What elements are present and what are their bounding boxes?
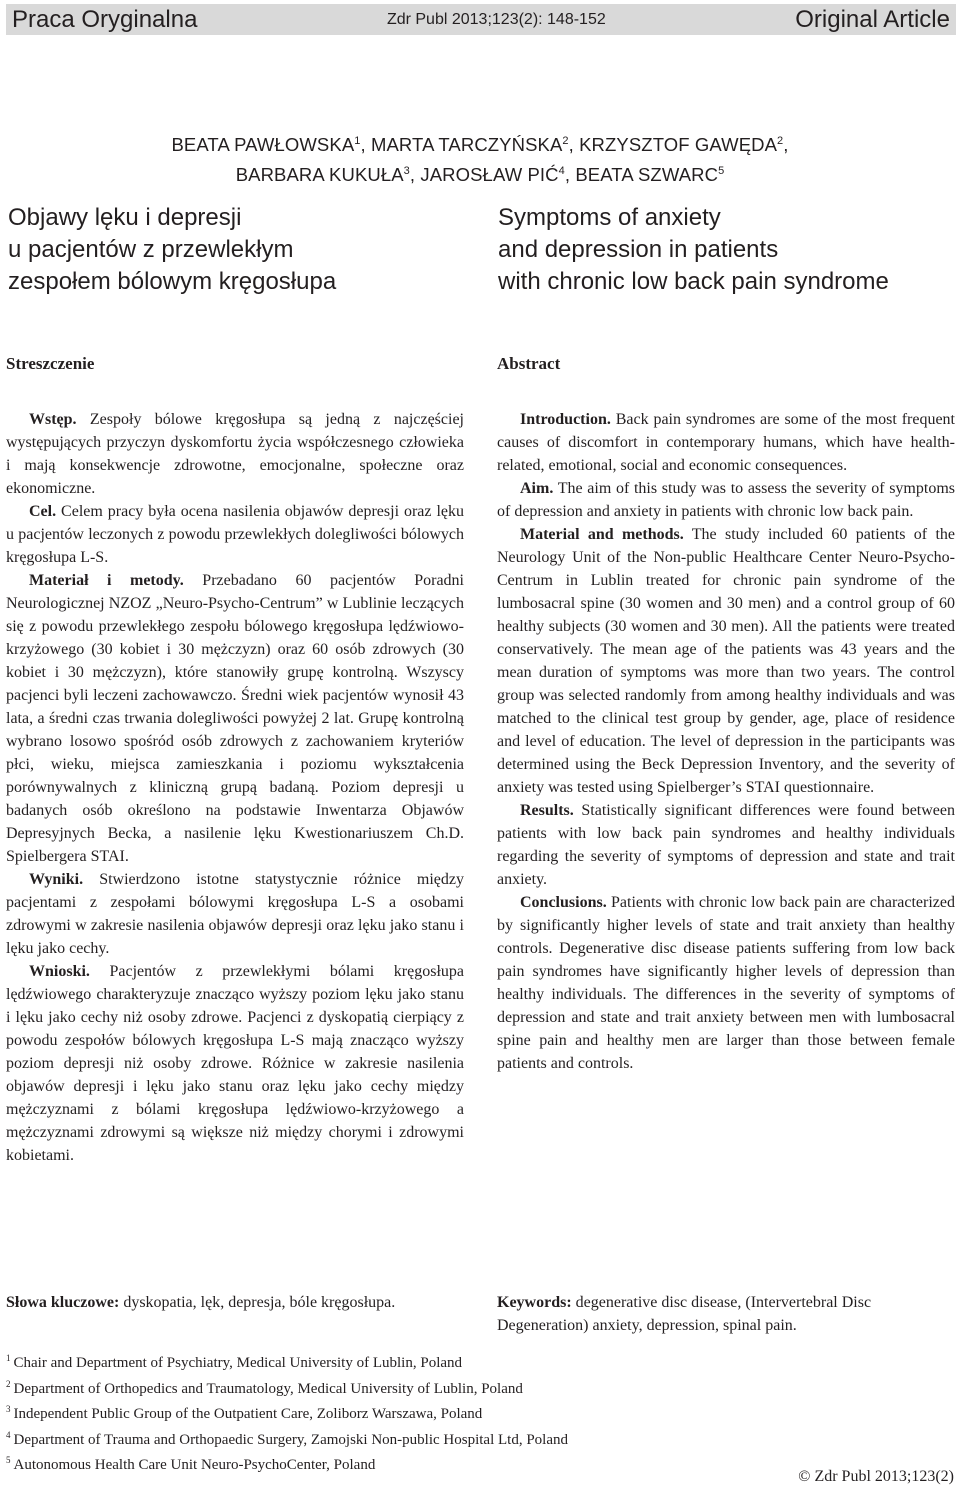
author-affiliation-sup: 5 xyxy=(718,165,725,178)
footnote-item xyxy=(6,1450,906,1476)
abstract-english xyxy=(497,408,955,1075)
abstract-paragraph xyxy=(497,408,955,477)
footnote-text: Department of Trauma and Orthopaedic Surgery, Zamojski Non-public Hospital Ltd, Poland xyxy=(13,1431,568,1448)
footnote-item xyxy=(6,1399,906,1425)
title-line: Objawy lęku i depresji xyxy=(8,204,242,231)
keywords-polish xyxy=(6,1291,466,1314)
footnote-item xyxy=(6,1348,906,1374)
title-polish xyxy=(8,202,478,298)
author-line-2: BARBARA KUKUŁA$^3$, JAROSŁAW PIĆ$^4$, BEATA SZWARC$^5$ xyxy=(235,164,725,186)
footnote-number: 4 xyxy=(6,1429,11,1440)
paragraph-text: Pacjentów z przewlekłymi bólami kręgosłupa lędźwiowego charakteryzuje znacząco wyższy poziom lęku jako stanu i lęku jako cechy niż osoby zdrowe. Pacjenci z dyskopatią cierpiący z powodu zespołów bólowych kręgosłupa L-S mają znacząco wyższy poziom depresji niż osoby zdrowe. Różnice w zakresie nasilenia objawów depresji i lęku jako stanu oraz lęku jako cechy między mężczyznami z bólami kręgosłupa lędźwiowo-krzyżowego a mężczyznami zdrowymi są większe niż między chorymi i zdrowymi kobietami. xyxy=(6,963,464,1164)
footnote-item xyxy=(6,1374,906,1400)
footnote-number: 5 xyxy=(6,1455,11,1465)
abstract-paragraph xyxy=(497,891,955,1075)
abstract-paragraph xyxy=(497,523,955,799)
paragraph-text: Przebadano 60 pacjentów Poradni Neurologicznej NZOZ „Neuro-Psycho-Centrum” w Lublinie leczących się z powodu przewlekłego zespołu bólowego kręgosłupa lędźwiowo-krzyżowego (30 kobiet i 30 mężczyzn) oraz 60 osób zdrowych (30 kobiet i 30 mężczyzn), które stanowiły grupę kontrolną. Wszyscy pacjenci byli leczeni zachowawczo. Średni wiek pacjentów wynosił 43 lata, a średni czas trwania dolegliwości powyżej 2 lat. Grupę kontrolną wybrano losowo spośród osób zdrowych z zachowaniem kryteriów płci, wieku, miejsca zamieszkania i poziomu wykształcenia porównywalnych z kliniczną grupą badaną. Poziom depresji u badanych osób określono na podstawie Inwentarza Objawów Depresyjnych Becka, a nasilenie lęku Kwestionariuszem Ch.D. Spielbergera STAI. xyxy=(6,572,464,865)
author-name: BARBARA KUKUŁA xyxy=(235,164,404,186)
paragraph-label: Introduction. xyxy=(520,411,611,428)
footnote-text: Department of Orthopedics and Traumatology, Medical University of Lublin, Poland xyxy=(13,1380,523,1397)
abstract-paragraph xyxy=(6,569,464,868)
title-line: with chronic low back pain syndrome xyxy=(498,268,889,295)
abstract-paragraph xyxy=(6,868,464,960)
keywords-english xyxy=(497,1291,957,1337)
paragraph-label: Conclusions. xyxy=(520,894,607,911)
copyright-notice: © Zdr Publ 2013;123(2) xyxy=(798,1468,954,1485)
title-line: zespołem bólowym kręgosłupa xyxy=(8,268,337,295)
author-affiliation-sup: 2 xyxy=(777,135,784,147)
author-name: KRZYSZTOF GAWĘDA xyxy=(579,134,778,156)
footnote-text: Autonomous Health Care Unit Neuro-PsychoCenter, Poland xyxy=(13,1457,376,1473)
header-citation: Zdr Publ 2013;123(2): 148-152 xyxy=(386,10,606,28)
footnote-text: Independent Public Group of the Outpatient Care, Zoliborz Warszawa, Poland xyxy=(13,1406,483,1422)
affiliation-footnotes xyxy=(6,1348,906,1476)
paragraph-label: Wyniki. xyxy=(29,871,84,888)
paragraph-label: Aim. xyxy=(520,480,554,497)
author-line-1: BEATA PAWŁOWSKA$^1$, MARTA TARCZYŃSKA$^2$, KRZYSZTOF GAWĘDA$^2$, xyxy=(171,134,789,156)
author-affiliation-sup: 4 xyxy=(558,165,565,178)
header-article-type-pl: Praca Oryginalna xyxy=(12,5,198,33)
paragraph-text: The study included 60 patients of the Neurology Unit of the Non-public Healthcare Center Neuro-Psycho-Centrum in Lublin treated for chronic pain syndrome of the lumbosacral spine (30 women and 30 men) and a control group of 60 healthy subjects (30 women and 30 men). All the patients were treated conservatively. The mean age of the patients was 43 years and the mean duration of symptoms was more than two years. The control group was selected randomly from among healthy individuals and was matched to the clinical test group by gender, age, place of residence and level of education. The level of depression in the participants was determined using the Beck Depression Inventory, and the severity of anxiety was tested using Spielberger’s STAI questionnaire. xyxy=(497,526,955,796)
title-english xyxy=(498,202,958,298)
journal-header-bar xyxy=(6,4,956,35)
author-affiliation-sup: 1 xyxy=(354,135,361,147)
author-name: MARTA TARCZYŃSKA xyxy=(370,134,563,156)
author-affiliation-sup: 3 xyxy=(403,165,410,178)
footnote-text: Chair and Department of Psychiatry, Medical University of Lublin, Poland xyxy=(13,1355,463,1371)
author-name: BEATA SZWARC xyxy=(575,164,719,186)
keywords-label: Słowa kluczowe: xyxy=(6,1294,120,1311)
paragraph-label: Material and methods. xyxy=(520,526,684,543)
footnote-number: 2 xyxy=(6,1378,11,1389)
paragraph-label: Cel. xyxy=(29,503,57,520)
paragraph-text: The aim of this study was to assess the severity of symptoms of depression and anxiety in patients with chronic low back pain. xyxy=(497,480,955,520)
paragraph-text: Zespoły bólowe kręgosłupa są jedną z najczęściej występujących przyczyn dyskomfortu życia współczesnego człowieka i mają konsekwencje zdrowotne, emocjonalne, społeczne oraz ekonomiczne. xyxy=(6,411,464,497)
paragraph-label: Results. xyxy=(520,802,574,819)
abstract-paragraph xyxy=(6,500,464,569)
title-line: and depression in patients xyxy=(498,236,779,263)
paragraph-label: Wnioski. xyxy=(29,963,90,980)
keywords-text: dyskopatia, lęk, depresja, bóle kręgosłupa. xyxy=(119,1294,396,1311)
abstract-paragraph xyxy=(6,408,464,500)
abstract-paragraph xyxy=(497,477,955,523)
paragraph-label: Wstęp. xyxy=(29,411,77,428)
paragraph-text: Celem pracy była ocena nasilenia objawów depresji oraz lęku u pacjentów leczonych z powodu przewlekłych dolegliwości bólowych kręgosłupa L-S. xyxy=(6,503,464,566)
paragraph-text: Stwierdzono istotne statystycznie różnice między pacjentami z zespołami bólowymi kręgosłupa L-S a osobami zdrowymi w zakresie nasilenia objawów depresji oraz lęku jako stanu i lęku jako cechy. xyxy=(6,871,464,957)
title-line: Symptoms of anxiety xyxy=(498,204,721,231)
footnote-number: 1 xyxy=(6,1353,11,1363)
section-heading-abstract: Abstract xyxy=(497,354,561,373)
author-name: BEATA PAWŁOWSKA xyxy=(171,134,355,156)
footnote-number: 3 xyxy=(6,1404,11,1414)
author-affiliation-sup: 2 xyxy=(562,135,569,147)
header-article-type-en: Original Article xyxy=(795,5,950,33)
paragraph-text: Back pain syndromes are some of the most frequent causes of discomfort in contemporary humans, which have health-related, emotional, social and economic consequences. xyxy=(497,411,955,474)
paragraph-text: Patients with chronic low back pain are characterized by significantly higher levels of state and trait anxiety than healthy controls. Degenerative disc disease patients suffering from low back pain syndromes have significantly higher levels of depression than healthy individuals. The differences in the severity of symptoms of depression and state and trait anxiety between men with lumbosacral spine pain and healthy men are larger than those between female patients and controls. xyxy=(497,894,955,1072)
abstract-paragraph xyxy=(497,799,955,891)
footnote-item xyxy=(6,1425,906,1451)
author-name: JAROSŁAW PIĆ xyxy=(420,164,559,186)
keywords-text: degenerative disc disease, (Intervertebral Disc Degeneration) anxiety, depression, spinal pain. xyxy=(497,1294,872,1334)
keywords-label: Keywords: xyxy=(497,1294,572,1311)
paragraph-label: Materiał i metody. xyxy=(29,572,184,589)
title-line: u pacjentów z przewlekłym xyxy=(8,236,294,263)
abstract-paragraph xyxy=(6,960,464,1167)
author-list xyxy=(0,128,960,188)
section-heading-streszczenie: Streszczenie xyxy=(6,354,95,373)
paragraph-text: Statistically significant differences were found between patients with low back pain syndromes and healthy individuals regarding the severity of symptoms of depression and state and trait anxiety. xyxy=(497,802,955,888)
abstract-polish xyxy=(6,408,464,1167)
